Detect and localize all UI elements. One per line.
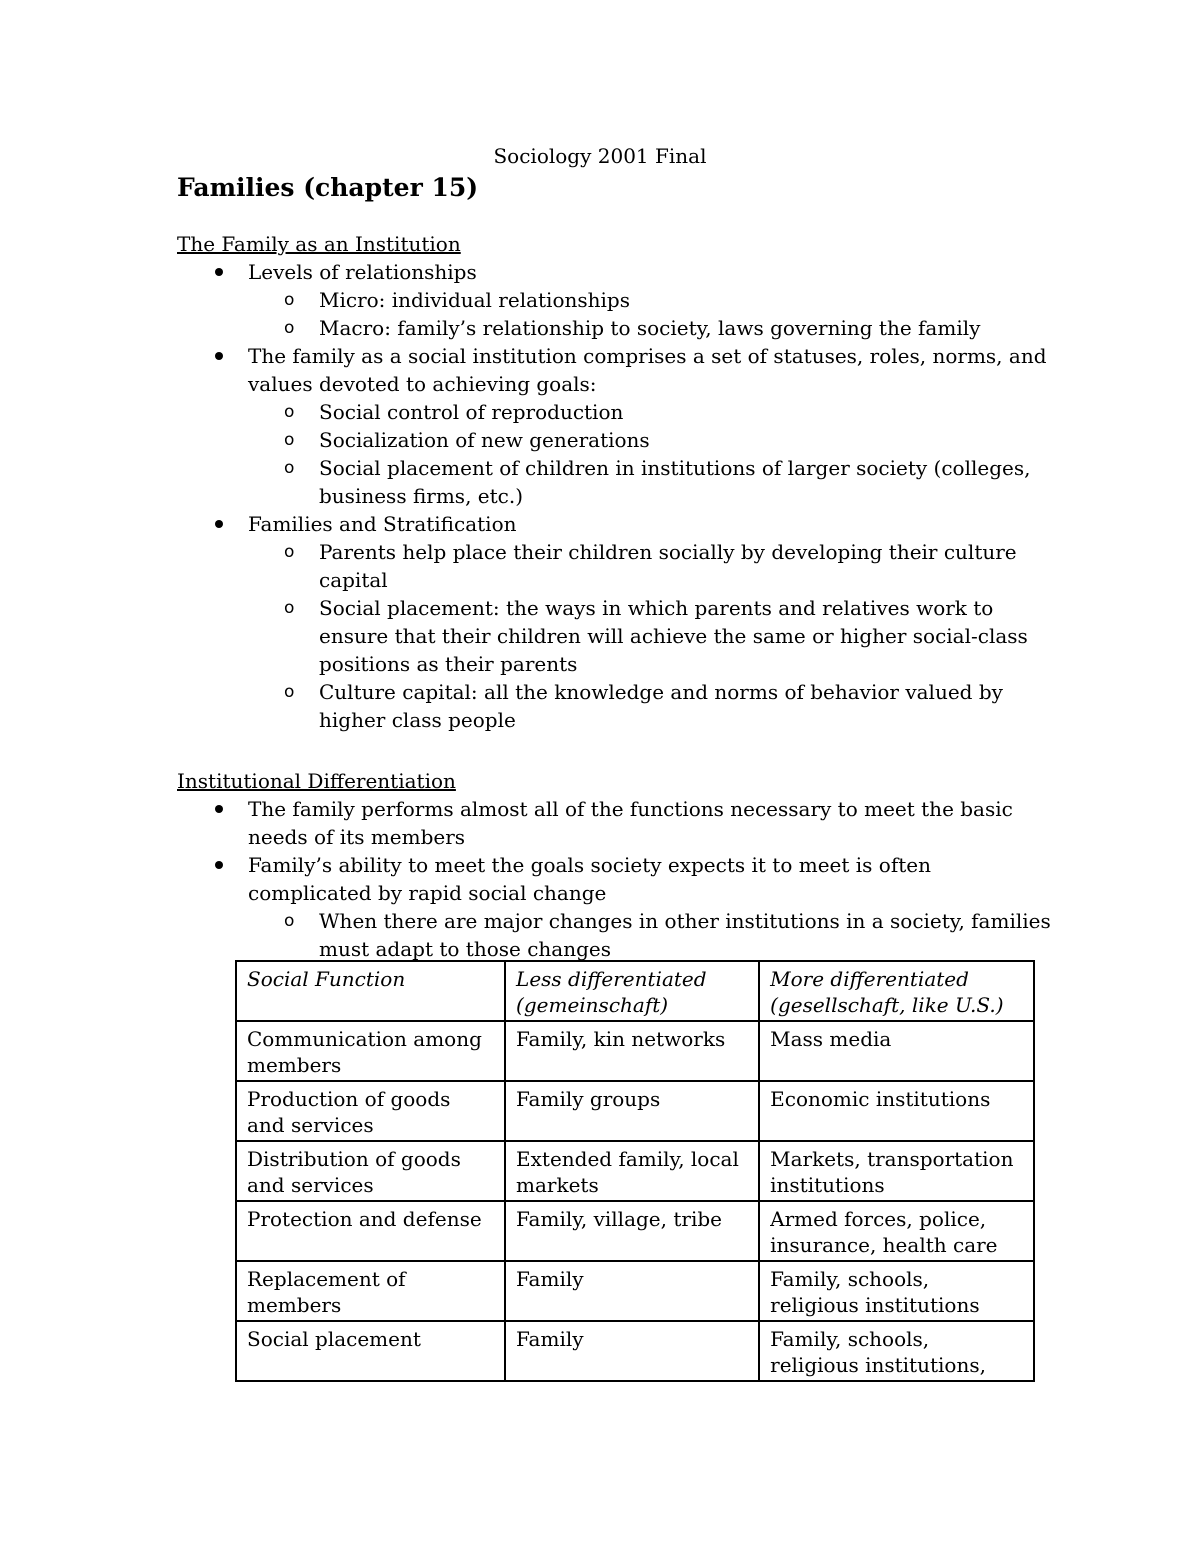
sub-item: [177, 594, 1057, 678]
bullet-item: [177, 258, 1057, 342]
sub-text: Social placement of children in institutions of larger society (colleges, business firms, etc.): [319, 456, 1031, 508]
sub-item: [177, 678, 1057, 734]
circle-bullet-icon: o: [284, 682, 295, 702]
bullet-text: Families and Stratification: [248, 512, 517, 536]
bullet-item: [177, 342, 1057, 510]
table-cell: Family: [505, 1261, 759, 1321]
table-cell: Mass media: [759, 1021, 1034, 1081]
table-cell: Social placement: [236, 1321, 505, 1381]
sub-text: Social placement: the ways in which parents and relatives work to ensure that their children will achieve the same or higher social-class positions as their parents: [319, 596, 1028, 676]
sub-text: Socialization of new generations: [319, 428, 650, 452]
bullet-text: Levels of relationships: [248, 260, 477, 284]
sub-text: Culture capital: all the knowledge and norms of behavior valued by higher class people: [319, 680, 1003, 732]
table-cell: Protection and defense: [236, 1201, 505, 1261]
bullet-list: [177, 795, 1057, 963]
circle-bullet-icon: o: [284, 911, 295, 931]
table-cell: Family: [505, 1321, 759, 1381]
table-cell: Extended family, local markets: [505, 1141, 759, 1201]
sub-item: [177, 907, 1057, 963]
sub-list: [177, 398, 1057, 510]
table-cell: Distribution of goods and services: [236, 1141, 505, 1201]
bullet-text: The family performs almost all of the functions necessary to meet the basic needs of its members: [248, 797, 1013, 849]
sub-text: Micro: individual relationships: [319, 288, 630, 312]
table-cell: Communication among members: [236, 1021, 505, 1081]
sub-item: [177, 314, 1057, 342]
bullet-text: Family’s ability to meet the goals society expects it to meet is often complicated by rapid social change: [248, 853, 931, 905]
section-heading: The Family as an Institution: [177, 232, 461, 256]
table-cell: Economic institutions: [759, 1081, 1034, 1141]
bullet-item: [177, 795, 1057, 851]
circle-bullet-icon: o: [284, 598, 295, 618]
bullet-text: The family as a social institution comprises a set of statuses, roles, norms, and values devoted to achieving goals:: [248, 344, 1047, 396]
document-title: Sociology 2001 Final: [493, 144, 707, 168]
table-cell: Armed forces, police, insurance, health care: [759, 1201, 1034, 1261]
sub-text: Social control of reproduction: [319, 400, 624, 424]
bullet-list: [177, 258, 1057, 734]
table-row: [236, 1201, 1034, 1261]
circle-bullet-icon: o: [284, 402, 295, 422]
table-cell: Family, kin networks: [505, 1021, 759, 1081]
circle-bullet-icon: o: [284, 430, 295, 450]
circle-bullet-icon: o: [284, 318, 295, 338]
table-row: [236, 1321, 1034, 1381]
table-cell: Production of goods and services: [236, 1081, 505, 1141]
table-row: [236, 1261, 1034, 1321]
section-heading: Institutional Differentiation: [177, 769, 456, 793]
table-cell: Family, schools, religious institutions,: [759, 1321, 1034, 1381]
table-cell: Replacement of members: [236, 1261, 505, 1321]
sub-item: [177, 398, 1057, 426]
social-function-table: [235, 960, 1035, 1382]
sub-text: Macro: family’s relationship to society, laws governing the family: [319, 316, 981, 340]
circle-bullet-icon: o: [284, 542, 295, 562]
sub-list: [177, 907, 1057, 963]
table-cell: Markets, transportation institutions: [759, 1141, 1034, 1201]
bullet-dot-icon: [215, 861, 223, 869]
sub-item: [177, 454, 1057, 510]
table-row: [236, 1021, 1034, 1081]
bullet-item: [177, 851, 1057, 963]
table-header-row: [236, 961, 1034, 1021]
circle-bullet-icon: o: [284, 290, 295, 310]
section-family-institution: [177, 230, 1057, 734]
table-row: [236, 1081, 1034, 1141]
sub-text: When there are major changes in other institutions in a society, families must adapt to those changes: [319, 909, 1051, 961]
table-cell: Family, schools, religious institutions: [759, 1261, 1034, 1321]
table-row: [236, 1141, 1034, 1201]
chapter-heading: Families (chapter 15): [177, 173, 479, 202]
table-header-cell: More differentiated (gesellschaft, like U.S.): [759, 961, 1034, 1021]
sub-list: [177, 286, 1057, 342]
circle-bullet-icon: o: [284, 458, 295, 478]
bullet-item: [177, 510, 1057, 734]
table-header-cell: Less differentiated (gemeinschaft): [505, 961, 759, 1021]
bullet-dot-icon: [215, 520, 223, 528]
sub-list: [177, 538, 1057, 734]
sub-item: [177, 286, 1057, 314]
sub-item: [177, 538, 1057, 594]
table-cell: Family groups: [505, 1081, 759, 1141]
section-institutional-differentiation: [177, 767, 1057, 963]
table-cell: Family, village, tribe: [505, 1201, 759, 1261]
table-header-cell: Social Function: [236, 961, 505, 1021]
bullet-dot-icon: [215, 352, 223, 360]
sub-item: [177, 426, 1057, 454]
bullet-dot-icon: [215, 268, 223, 276]
bullet-dot-icon: [215, 805, 223, 813]
sub-text: Parents help place their children socially by developing their culture capital: [319, 540, 1017, 592]
